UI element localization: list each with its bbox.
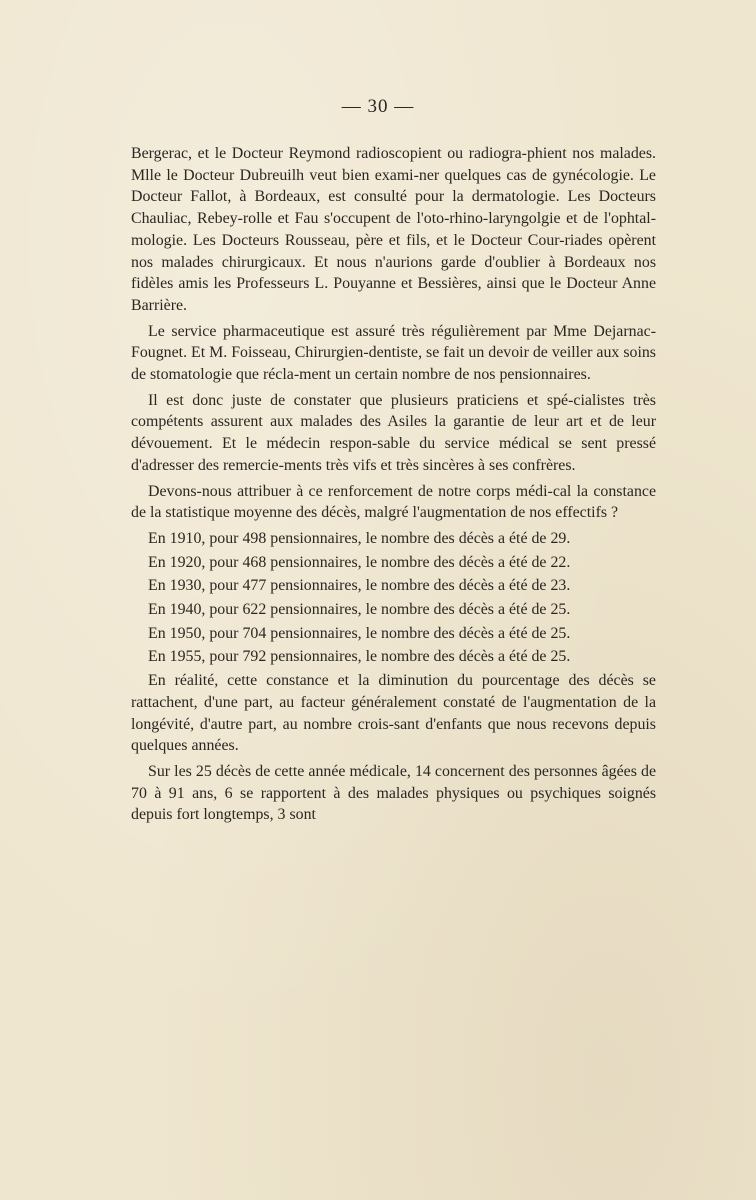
- paragraph-deaths-breakdown: Sur les 25 décès de cette année médicale, 14 concernent des personnes âgées de 70 à 91 ans, 6 se rapportent à des malades physiques ou psychiques soignés depuis fort longtemps, 3 sont: [131, 762, 656, 824]
- stat-1955: En 1955, pour 792 pensionnaires, le nombre des décès a été de 25.: [148, 648, 571, 666]
- paragraph-question: Devons-nous attribuer à ce renforcement de notre corps médi-cal la constance de la statistique moyenne des décès, malgré l'augmentation de nos effectifs ?: [131, 482, 656, 522]
- stat-1910: En 1910, pour 498 pensionnaires, le nombre des décès a été de 29.: [148, 529, 571, 547]
- paragraph-acknowledgement: Il est donc juste de constater que plusieurs praticiens et spé-cialistes très compétents assurent aux malades des Asiles la garantie de leur art et de leur dévouement. Et le médecin respon-sable du service médical se sent pressé d'adresser des remercie-ments très vifs et très sincères à ses confrères.: [131, 391, 656, 474]
- stat-1930: En 1930, pour 477 pensionnaires, le nombre des décès a été de 23.: [148, 577, 571, 595]
- paragraph-pharmacy: Le service pharmaceutique est assuré très régulièrement par Mme Dejarnac-Fougnet. Et M. Foisseau, Chirurgien-dentiste, se fait un devoir de veiller aux soins de stomatologie que récla-ment un certain nombre de nos pensionnaires.: [131, 322, 656, 384]
- page-number: — 30 —: [341, 96, 415, 117]
- paragraph-longevity: En réalité, cette constance et la diminution du pourcentage des décès se rattachent, d'une part, au facteur généralement constaté de l'augmentation de la longévité, d'autre part, au nombre crois-sant d'enfants que nous recevons depuis quelques années.: [131, 672, 656, 755]
- paragraph-specialists: Bergerac, et le Docteur Reymond radioscopient ou radiogra-phient nos malades. Mlle le Docteur Dubreuilh veut bien exami-ner quelques cas de gynécologie. Le Docteur Fallot, à Bordeaux, est consulté pour la dermatologie. Les Docteurs Chauliac, Rebey-rolle et Fau s'occupent de l'oto-rhino-laryngolgie et de l'ophtal-mologie. Les Docteurs Rousseau, père et fils, et le Docteur Cour-riades opèrent nos malades chirurgicaux. Et nous n'aurions garde d'oublier à Bordeaux nos fidèles amis les Professeurs L. Pouyanne et Bessières, ainsi que le Docteur Anne Barrière.: [131, 145, 656, 314]
- stat-1950: En 1950, pour 704 pensionnaires, le nombre des décès a été de 25.: [148, 624, 571, 642]
- body-text: [131, 143, 656, 830]
- stat-1940: En 1940, pour 622 pensionnaires, le nombre des décès a été de 25.: [148, 601, 571, 619]
- stat-1920: En 1920, pour 468 pensionnaires, le nombre des décès a été de 22.: [148, 553, 571, 571]
